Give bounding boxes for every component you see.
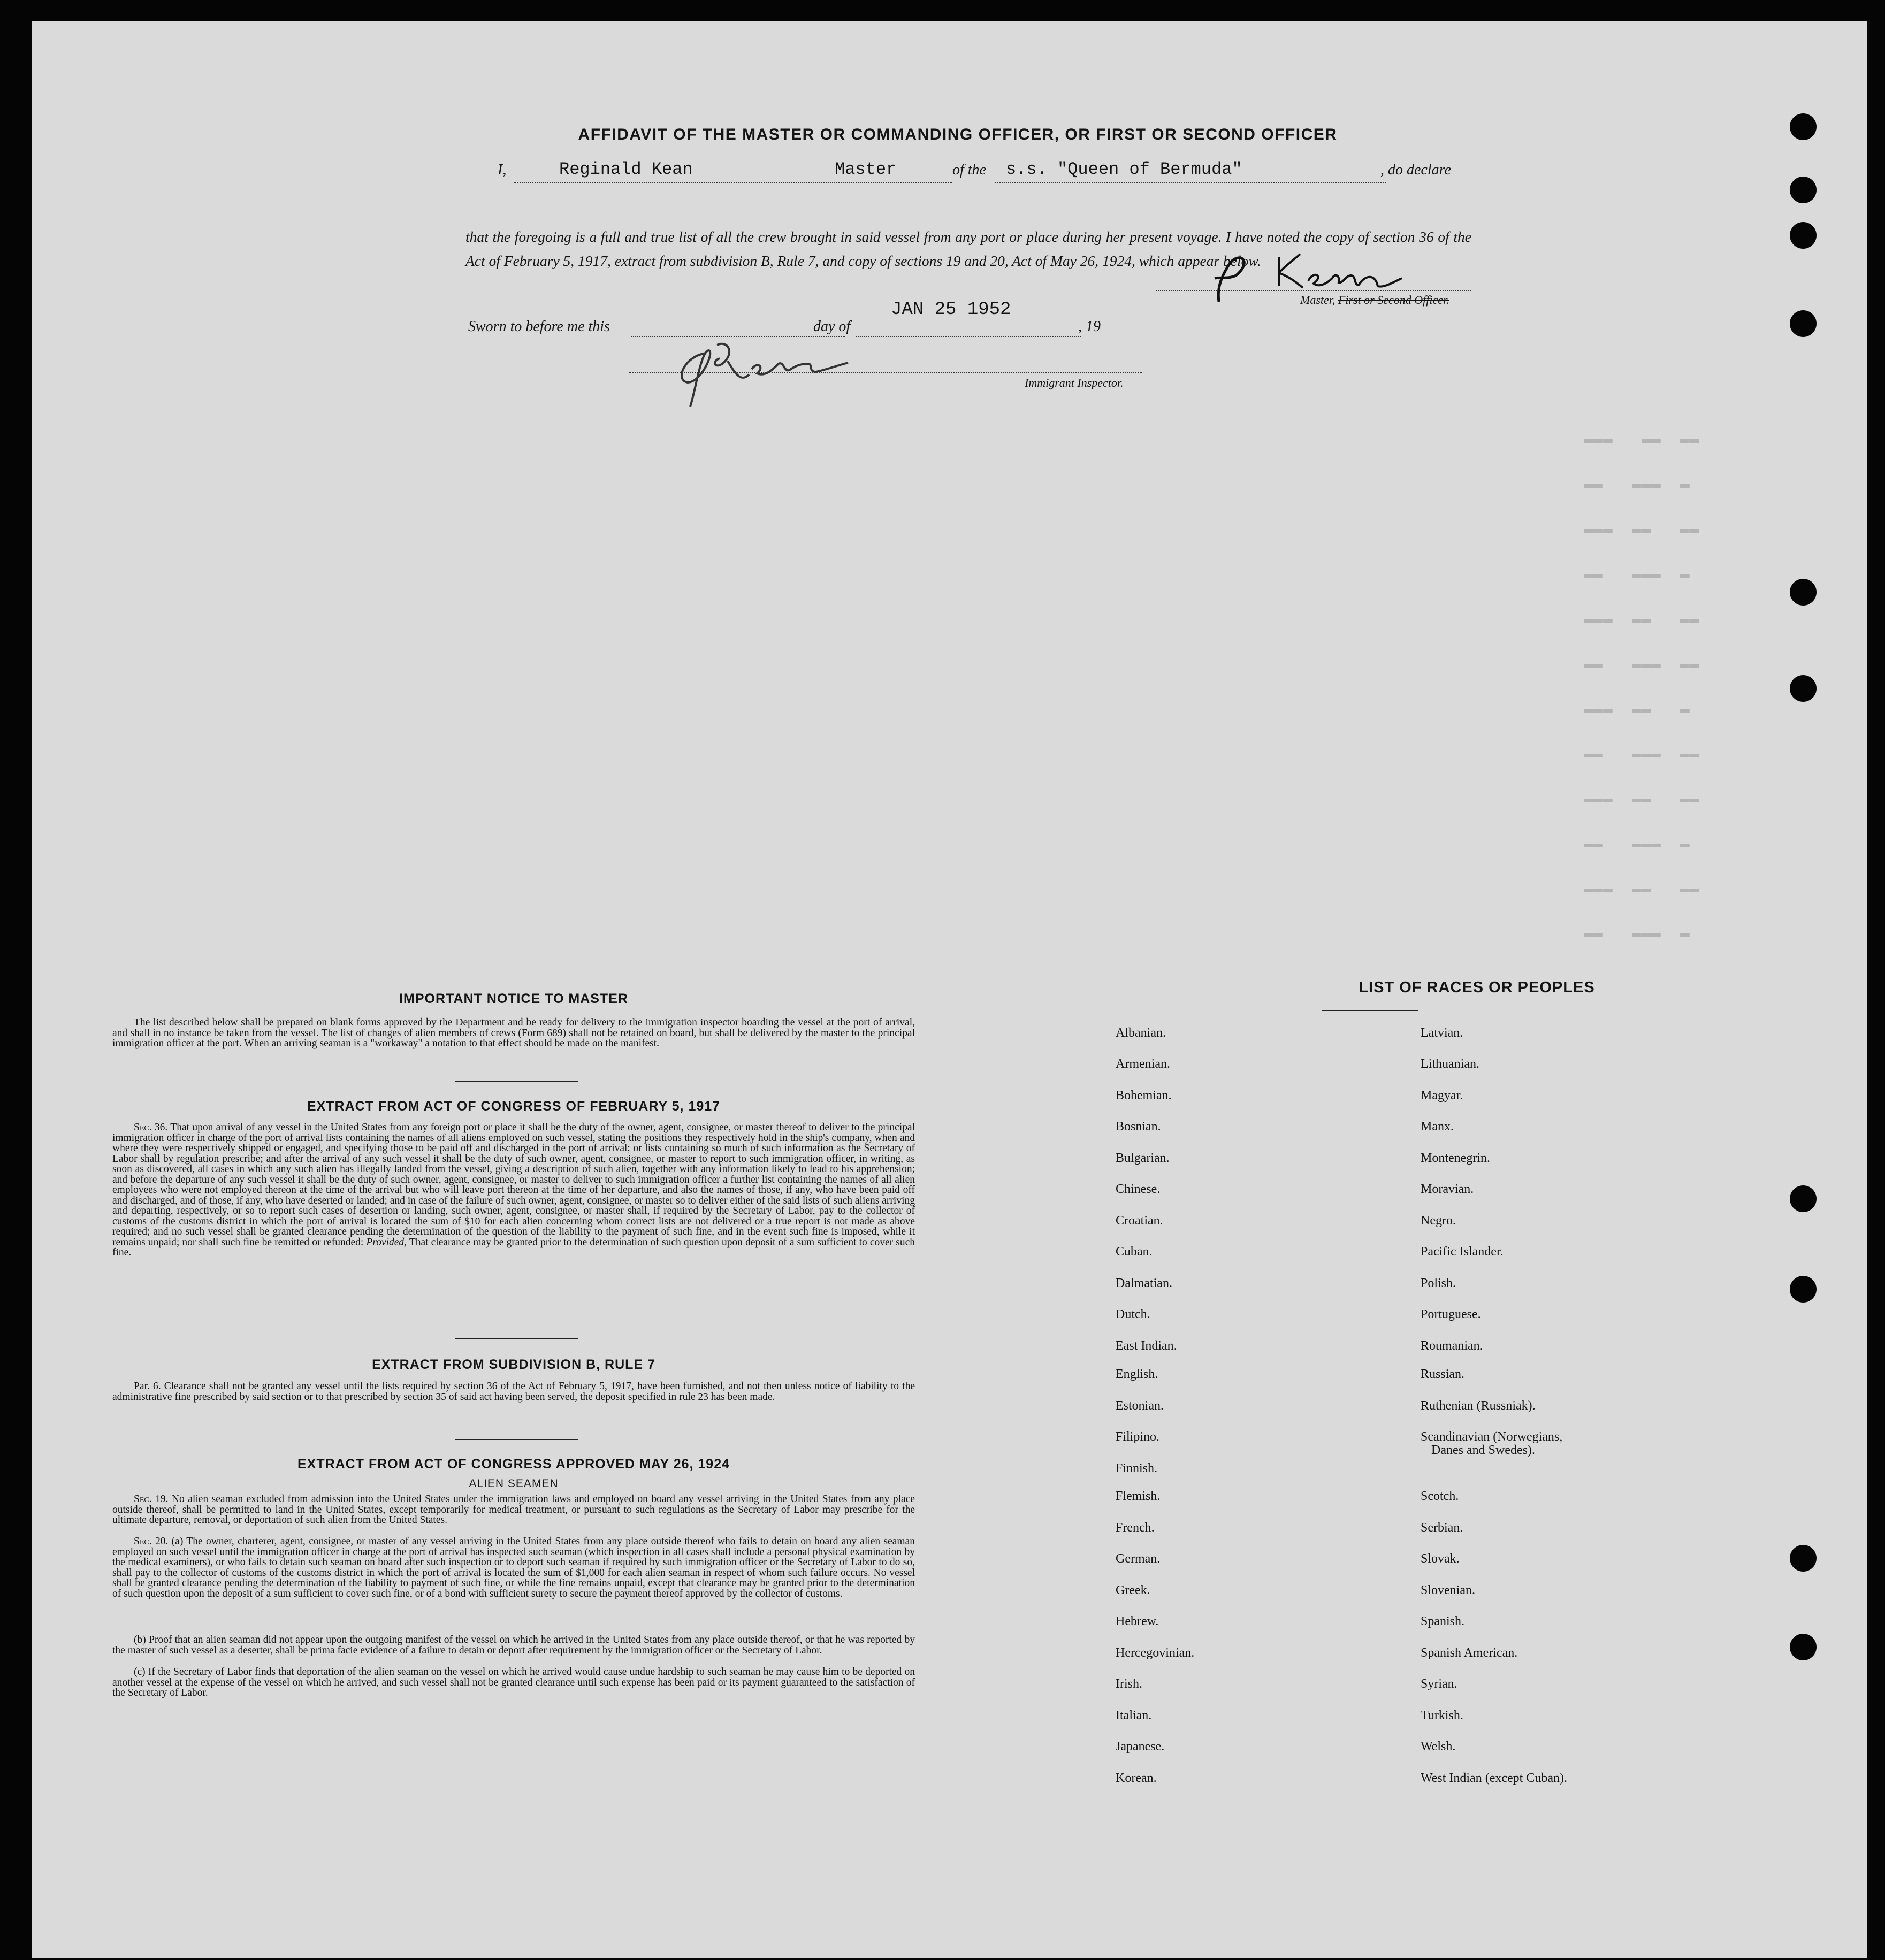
binder-hole	[1790, 310, 1817, 337]
rule-2	[455, 1338, 578, 1339]
races-rule	[1322, 1010, 1418, 1011]
race-item: Dalmatian.	[1116, 1276, 1172, 1290]
rule-7-title: EXTRACT FROM SUBDIVISION B, RULE 7	[372, 1357, 655, 1372]
race-item: East Indian.	[1116, 1339, 1177, 1353]
act-1924-subtitle: ALIEN SEAMEN	[469, 1477, 559, 1490]
race-item: Bosnian.	[1116, 1120, 1161, 1134]
affidavit-title: AFFIDAVIT OF THE MASTER OR COMMANDING OFFICER, OR FIRST OR SECOND OFFICER	[578, 126, 1338, 143]
rule-7-text: Par. 6. Clearance shall not be granted any vessel until the lists required by section 36 of the Act of February 5, 1917, have been furnished, and not then unless notice of liability to the administrative fine prescribed by said section or to that prescribed by section 35 of said act having been served, the deposit specified in rule 23 has been made.	[112, 1381, 915, 1403]
binder-hole	[1790, 113, 1817, 140]
day-label: day of	[813, 318, 851, 335]
race-item: Ruthenian (Russniak).	[1421, 1399, 1536, 1413]
race-item: German.	[1116, 1552, 1161, 1566]
act-1917-title: EXTRACT FROM ACT OF CONGRESS OF FEBRUARY 5, 1917	[307, 1099, 721, 1114]
race-item: Estonian.	[1116, 1399, 1164, 1413]
race-item: Polish.	[1421, 1276, 1456, 1290]
sworn-date-stamp: JAN 25 1952	[891, 300, 1011, 320]
race-item: Hercegovinian.	[1116, 1646, 1195, 1660]
race-item: Albanian.	[1116, 1026, 1166, 1040]
act-1924-title: EXTRACT FROM ACT OF CONGRESS APPROVED MAY 26, 1924	[297, 1457, 730, 1472]
binder-hole	[1790, 177, 1817, 203]
act-1924-sec20b: (b) Proof that an alien seaman did not appear upon the outgoing manifest of the vessel on which he arrived in the United States from any place outside thereof, or that he was reported by the master of such vessel as a deserter, shall be prima facie evidence of a failure to detain or deport after requirement by the immigration officer or the Secretary of Labor.	[112, 1634, 915, 1656]
race-item: Flemish.	[1116, 1489, 1161, 1503]
race-item: Slovak.	[1421, 1552, 1460, 1566]
race-item: French.	[1116, 1521, 1155, 1535]
rule-1	[455, 1081, 578, 1082]
act-1924-sec20c: (c) If the Secretary of Labor finds that deportation of the alien seaman on the vessel on which he arrived would cause undue hardship to such seaman he may cause him to be deported on another vessel at the expense of the vessel on which he arrived, and such vessel shall not be granted clearance until such expense has been paid or its payment guaranteed to the satisfaction of the Secretary of Labor.	[112, 1666, 915, 1698]
binder-hole	[1790, 1276, 1817, 1303]
master-caption-struck: First or Second Officer.	[1338, 293, 1449, 307]
binder-hole	[1790, 675, 1817, 702]
race-item: Negro.	[1421, 1214, 1456, 1228]
race-item: Scandinavian (Norwegians,	[1421, 1430, 1563, 1444]
race-item: Syrian.	[1421, 1677, 1457, 1691]
race-item: Portuguese.	[1421, 1307, 1481, 1321]
race-item: Bohemian.	[1116, 1089, 1172, 1102]
binder-hole	[1790, 1185, 1817, 1212]
binder-hole	[1790, 1545, 1817, 1572]
race-item: Japanese.	[1116, 1740, 1165, 1754]
race-item: Korean.	[1116, 1771, 1157, 1785]
i-label: I,	[498, 162, 507, 178]
race-item: Lithuanian.	[1421, 1057, 1479, 1071]
race-item: Hebrew.	[1116, 1614, 1159, 1628]
race-item: Armenian.	[1116, 1057, 1170, 1071]
race-item: Chinese.	[1116, 1182, 1161, 1196]
race-item: Cuban.	[1116, 1245, 1153, 1259]
race-item: Manx.	[1421, 1120, 1454, 1134]
race-item: Irish.	[1116, 1677, 1142, 1691]
document-sheet	[32, 21, 1867, 1958]
race-item: Spanish.	[1421, 1614, 1465, 1628]
race-item: Bulgarian.	[1116, 1151, 1170, 1165]
race-item: Magyar.	[1421, 1089, 1463, 1102]
inspector-caption: Immigrant Inspector.	[1025, 376, 1124, 389]
race-item: Croatian.	[1116, 1214, 1163, 1228]
race-item: Italian.	[1116, 1709, 1152, 1722]
race-item: Danes and Swedes).	[1431, 1443, 1535, 1457]
race-item: West Indian (except Cuban).	[1421, 1771, 1567, 1785]
master-name: Reginald Kean	[559, 159, 693, 179]
binder-hole	[1790, 579, 1817, 606]
race-item: Dutch.	[1116, 1307, 1150, 1321]
race-item: Welsh.	[1421, 1740, 1456, 1754]
of-the-label: of the	[952, 162, 986, 178]
race-item: Scotch.	[1421, 1489, 1459, 1503]
rule-3	[455, 1439, 578, 1440]
name-line	[514, 182, 952, 183]
vessel-line	[995, 182, 1386, 183]
sworn-label: Sworn to before me this	[468, 318, 610, 335]
race-item: Latvian.	[1421, 1026, 1463, 1040]
master-rank: Master	[835, 159, 897, 179]
notice-title: IMPORTANT NOTICE TO MASTER	[399, 991, 628, 1006]
master-caption	[1300, 293, 1449, 307]
bleed-through-texture: ▬▬▬ ▬▬ ▬▬ ▬▬ ▬▬▬ ▬ ▬▬▬ ▬▬ ▬▬ ▬▬ ▬▬▬ ▬ ▬▬▬ ▬▬ ▬▬ ▬▬ ▬▬▬ ▬▬ ▬▬▬ ▬▬ ▬ ▬▬ ▬▬▬ ▬▬ ▬▬▬ ▬▬ ▬▬ ▬▬ ▬▬▬ ▬ ▬▬▬ ▬▬ ▬▬ ▬▬ ▬▬▬ ▬	[1584, 431, 1700, 943]
race-item: Serbian.	[1421, 1521, 1463, 1535]
race-item: Montenegrin.	[1421, 1151, 1490, 1165]
inspector-signature	[663, 332, 888, 412]
act-1924-sec20a: Sec. 20. (a) The owner, charterer, agent, consignee, or master of any vessel arriving in the United States from any place outside thereof who fails to detain on board any alien seaman employed on such vessel until the immigration officer in charge at the port of arrival has inspected such seaman (which inspection in all cases shall include a personal physical examination by the medical examiners), or who fails to detain such seaman on board after such inspection or to deport such seaman if required by such immigration officer or the Secretary of Labor to do so, shall pay to the collector of customs of the customs district in which the port of arrival is located the sum of $1,000 for each alien seaman in respect of whom such failure occurs. No vessel shall be granted clearance pending the determination of the liability to payment of such fine, or while the fine remains unpaid, except that clearance may be granted prior to the determination of such question upon the deposit of a sum sufficient to cover such fine, or of a bond with sufficient surety to secure the payment thereof approved by the collector of customs.	[112, 1536, 915, 1599]
race-item: Slovenian.	[1421, 1583, 1475, 1597]
binder-hole	[1790, 1634, 1817, 1660]
race-item: Moravian.	[1421, 1182, 1474, 1196]
affidavit-declaration: that the foregoing is a full and true list of all the crew brought in said vessel from any port or place during her present voyage. I have noted the copy of section 36 of the Act of February 5, 1917, extract from subdivision B, Rule 7, and copy of sections 19 and 20, Act of May 26, 1924, which appear below.	[465, 228, 1471, 269]
master-caption-kept: Master,	[1300, 293, 1335, 307]
race-item: Greek.	[1116, 1583, 1150, 1597]
race-item: Filipino.	[1116, 1430, 1160, 1444]
vessel-name: s.s. "Queen of Bermuda"	[1006, 159, 1242, 179]
race-item: Spanish American.	[1421, 1646, 1518, 1660]
race-item: Russian.	[1421, 1367, 1465, 1381]
year-label: , 19	[1078, 318, 1101, 335]
do-declare-label: , do declare	[1380, 162, 1451, 178]
race-item: English.	[1116, 1367, 1158, 1381]
act-1924-sec19: Sec. 19. No alien seaman excluded from admission into the United States under the immigration laws and employed on board any vessel arriving in the United States from any place outside thereof, shall be permitted to land in the United States, except temporarily for medical treatment, or pursuant to such regulations as the Secretary of Labor may prescribe for the ultimate departure, removal, or deportation of such alien from the United States.	[112, 1494, 915, 1526]
race-item: Turkish.	[1421, 1709, 1463, 1722]
sworn-month-line	[856, 336, 1081, 337]
act-1917-text: Sec. 36. That upon arrival of any vessel in the United States from any foreign port or place it shall be the duty of the owner, agent, consignee, or master thereof to deliver to the principal immigration officer in charge of the port of arrival lists containing the names of all aliens employed on such vessel, stating the positions they respectively hold in the ship's company, when and where they were respectively shipped or engaged, and specifying those to be paid off and discharged in the port of arrival; or lists containing so much of such information as the Secretary of Labor shall by regulation prescribe; and after the arrival of any such vessel it shall be the duty of such owner, agent, consignee, or master to report to such immigration officer, in writing, as soon as discovered, all cases in which any such alien has illegally landed from the vessel, giving a description of such alien, together with any information likely to lead to his apprehension; and before the departure of any such vessel it shall be the duty of such owner, agent, consignee, or master to deliver to such immigration officer a further list containing the names of all alien employees who were not employed thereon at the time of the arrival but who will leave port thereon at the time of her departure, and also the names of those, if any, who have been paid off and discharged, and of those, if any, who have deserted or landed; and in case of the failure of such owner, agent, consignee, or master so to deliver either of the said lists of such aliens arriving and departing, respectively, or so to report such cases of desertion or landing, such owner, agent, consignee, or master shall, if required by the Secretary of Labor, pay to the collector of customs of the customs district in which the port of arrival is located the sum of $10 for each alien concerning whom correct lists are not delivered or a true report is not made as above required; and no such vessel shall be granted clearance pending the determination of the question of the liability to the payment of such fine, and in the event such fine is imposed, while it remains unpaid; nor shall such fine be remitted or refunded: Provided, That clearance may be granted prior to the determination of such question upon deposit of a sum sufficient to cover such fine.	[112, 1122, 915, 1258]
race-item: Pacific Islander.	[1421, 1245, 1504, 1259]
binder-hole	[1790, 222, 1817, 249]
race-item: Finnish.	[1116, 1461, 1158, 1475]
race-item: Roumanian.	[1421, 1339, 1483, 1353]
races-title: LIST OF RACES OR PEOPLES	[1359, 979, 1595, 996]
notice-text: The list described below shall be prepared on blank forms approved by the Department and be ready for delivery to the immigration inspector boarding the vessel at the port of arrival, and shall in no instance be taken from the vessel. The list of changes of alien members of crews (Form 689) shall not be retained on board, but shall be delivered by the master to the principal immigration officer at the port. When an arriving seaman is a "workaway" a notation to that effect should be made on the manifest.	[112, 1017, 915, 1049]
